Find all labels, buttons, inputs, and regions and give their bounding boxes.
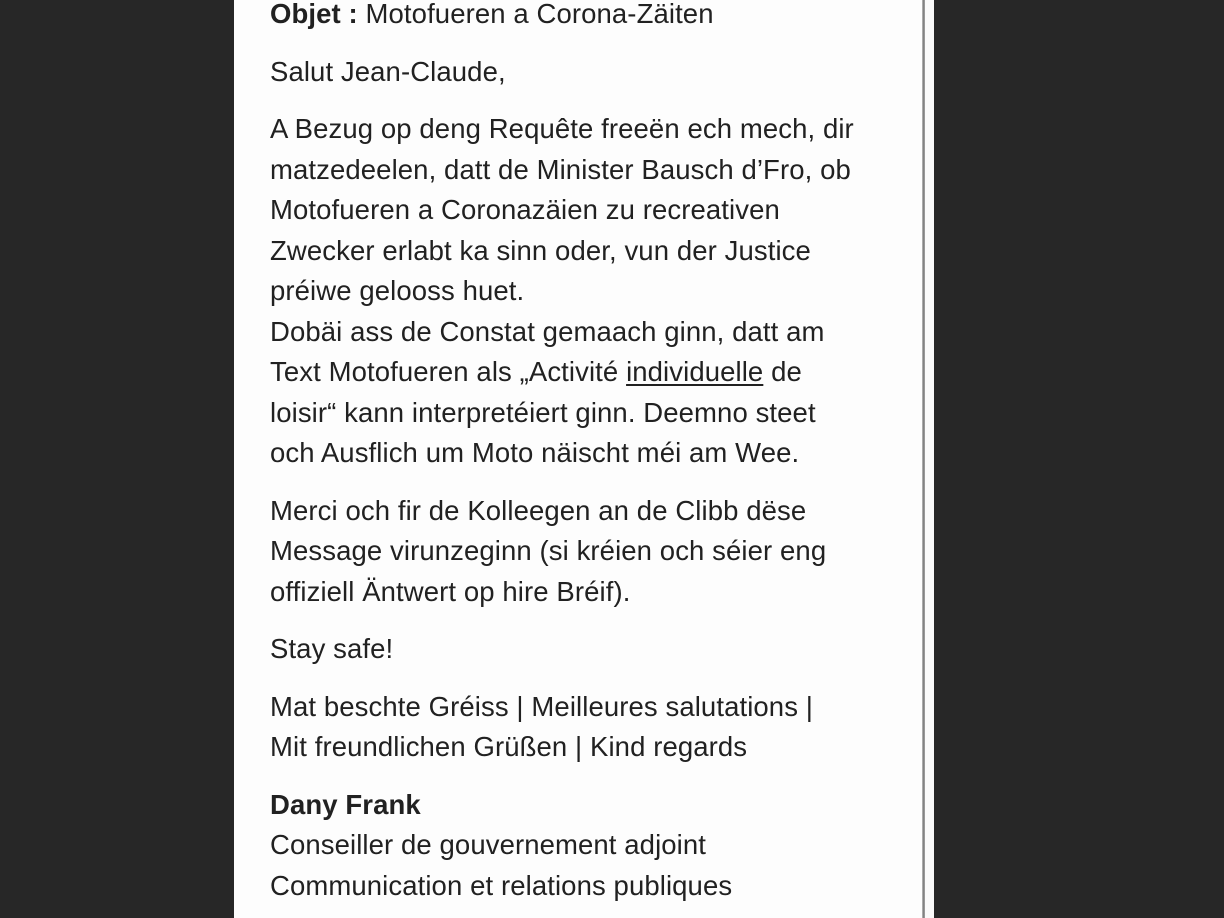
text-line: Motofueren a Coronazäien zu recreativen [270, 194, 780, 225]
email-body [270, 0, 910, 918]
subject-label: Objet : [270, 0, 358, 29]
signature-title: Conseiller de gouvernement adjoint [270, 829, 707, 860]
signature-block [270, 785, 910, 907]
white-edge-strip [925, 0, 934, 918]
email-panel [234, 0, 922, 918]
underlined-word: individuelle [626, 356, 764, 387]
signature-department: Communication et relations publiques [270, 869, 733, 901]
text-line-with-underline [270, 352, 910, 393]
text-line: Mat beschte Gréiss | Meilleures salutations | [270, 690, 814, 722]
text-line: och Ausflich um Moto näischt méi am Wee. [270, 437, 800, 468]
subject-value: Motofueren a Corona-Zäiten [365, 0, 714, 29]
text-line: Merci och fir de Kolleegen an de Clibb dëse [270, 494, 807, 526]
text-line: matzedeelen, datt de Minister Bausch d’Fro, ob [270, 153, 851, 185]
quote-prefix: Text Motofueren als „Activité [270, 356, 627, 387]
text-line: préiwe gelooss huet. [270, 275, 525, 306]
text-line: offiziell Äntwert op hire Bréif). [270, 575, 631, 607]
salutation: Salut Jean-Claude, [270, 55, 506, 87]
left-letterbox-bar [0, 0, 234, 918]
text-line: Mit freundlichen Grüßen | Kind regards [270, 731, 748, 762]
quote-suffix: de [763, 356, 802, 387]
paragraph-1 [270, 109, 910, 474]
text-line: loisir“ kann interpretéiert ginn. Deemno steet [270, 396, 816, 428]
stay-safe-line: Stay safe! [270, 633, 394, 664]
text-line: Dobäi ass de Constat gemaach ginn, datt am [270, 315, 825, 347]
signature-name: Dany Frank [270, 788, 421, 820]
text-line: Zwecker erlabt ka sinn oder, vun der Justice [270, 234, 811, 266]
right-letterbox-bar [934, 0, 1224, 918]
paragraph-2 [270, 491, 910, 613]
closing-salutations [270, 687, 910, 768]
text-line: A Bezug op deng Requête freeën ech mech, dir [270, 113, 854, 144]
text-line: Message virunzeginn (si kréien och séier eng [270, 535, 827, 566]
subject-line [270, 0, 910, 35]
